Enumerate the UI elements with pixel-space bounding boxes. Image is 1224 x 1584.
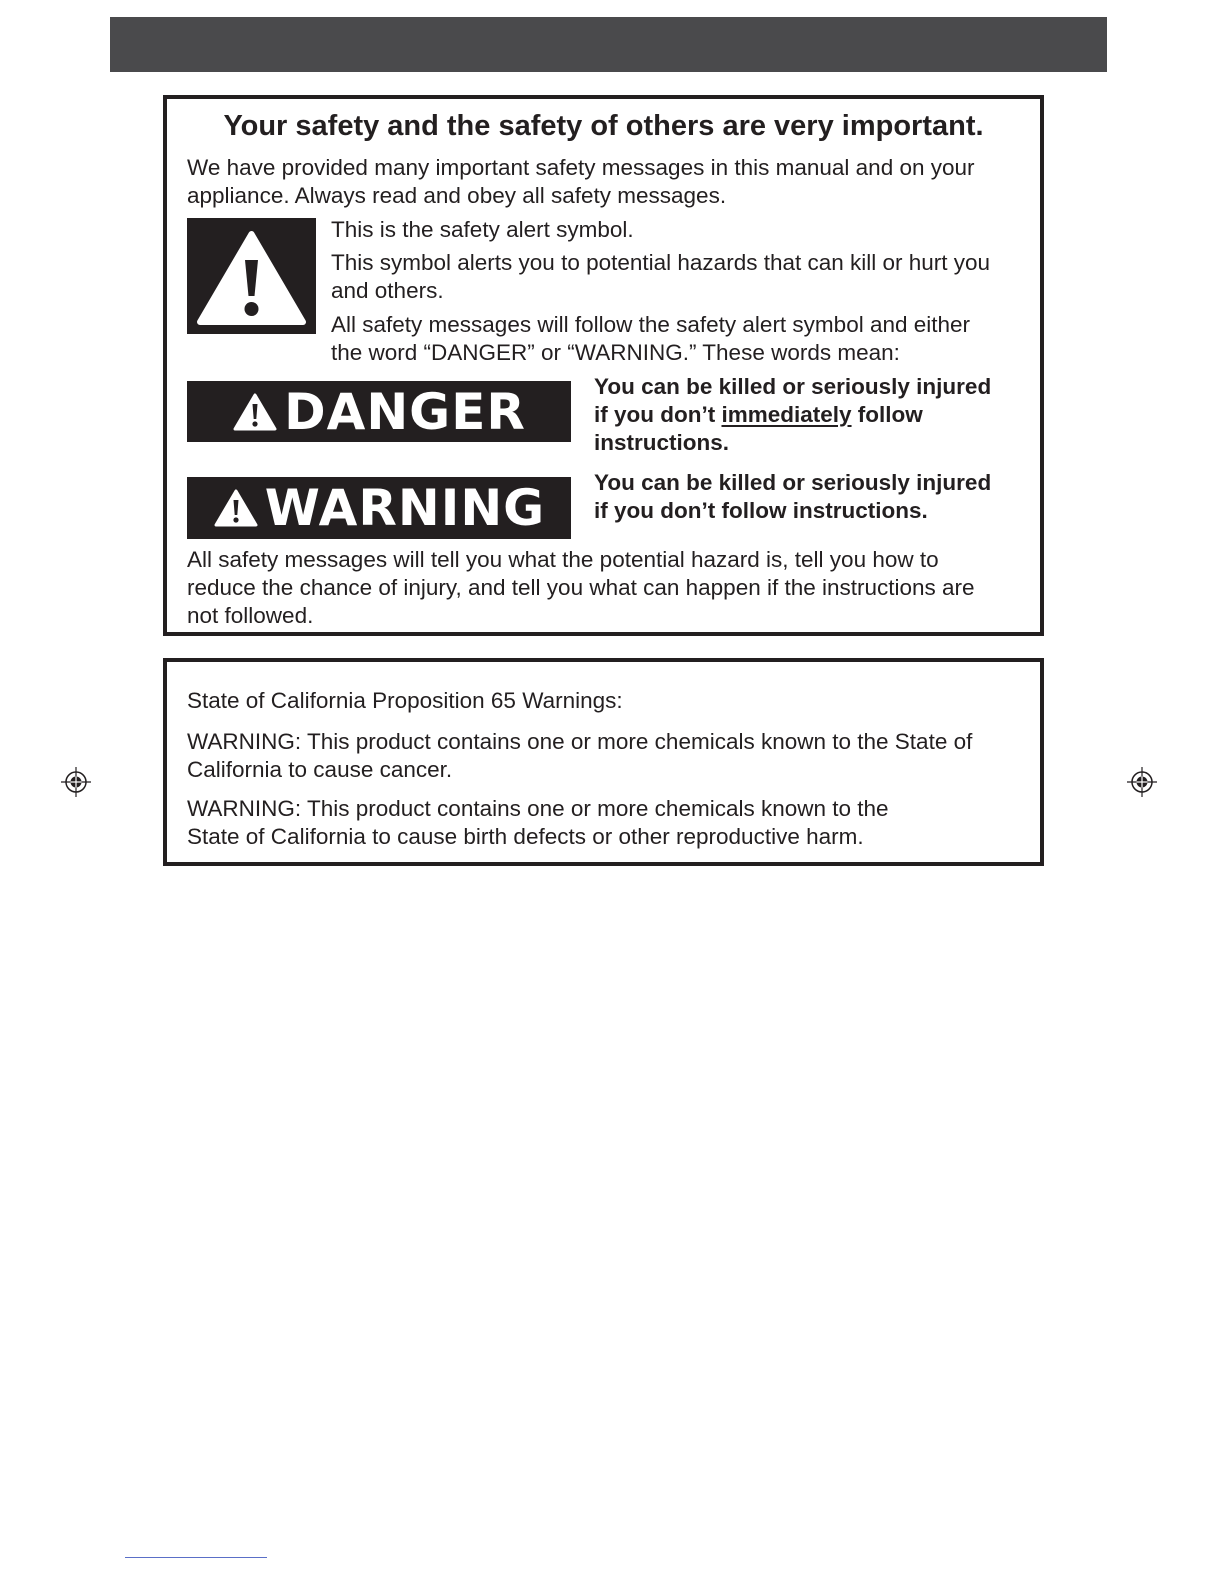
header-bar — [110, 17, 1107, 72]
registration-mark-left-icon — [61, 767, 91, 797]
warning-meaning-line-2: if you don’t follow instructions. — [594, 498, 928, 523]
prop65-warning1-line-1: WARNING: This product contains one or more chemicals known to the State of — [187, 729, 973, 754]
symbol-description: This is the safety alert symbol. — [331, 217, 634, 242]
prop65-warning2-line-2: State of California to cause birth defects or other reproductive harm. — [187, 824, 864, 849]
follow-line-2: the word “DANGER” or “WARNING.” These words mean: — [331, 340, 900, 365]
closing-line-3: not followed. — [187, 603, 314, 628]
danger-meaning-emphasis: immediately — [721, 402, 852, 427]
warning-signal-word — [187, 477, 571, 539]
danger-meaning-post: follow — [851, 402, 923, 427]
danger-meaning-line-2 — [594, 401, 923, 429]
footer-rule — [125, 1557, 267, 1558]
prop65-box — [163, 658, 1044, 866]
alerts-line-2: and others. — [331, 278, 444, 303]
safety-information-box — [163, 95, 1044, 636]
prop65-warning2-line-1: WARNING: This product contains one or more chemicals known to the — [187, 796, 889, 821]
intro-line-2: appliance. Always read and obey all safety messages. — [187, 183, 727, 208]
danger-meaning-pre: if you don’t — [594, 402, 722, 427]
closing-line-2: reduce the chance of injury, and tell you what can happen if the instructions are — [187, 575, 975, 600]
follow-line-1: All safety messages will follow the safety alert symbol and either — [331, 312, 971, 337]
danger-meaning-line-3: instructions. — [594, 430, 730, 455]
intro-line-1: We have provided many important safety messages in this manual and on your — [187, 155, 975, 180]
danger-meaning-line-1: You can be killed or seriously injured — [594, 374, 992, 399]
safety-alert-symbol-icon — [187, 218, 316, 334]
alerts-line-1: This symbol alerts you to potential hazards that can kill or hurt you — [331, 250, 991, 275]
warning-alert-icon — [213, 488, 259, 528]
prop65-title: State of California Proposition 65 Warnings: — [187, 688, 623, 713]
registration-mark-right-icon — [1127, 767, 1157, 797]
prop65-warning1-line-2: California to cause cancer. — [187, 757, 453, 782]
safety-headline: Your safety and the safety of others are very important. — [223, 110, 984, 142]
danger-signal-word — [187, 381, 571, 442]
warning-label: WARNING — [264, 479, 546, 537]
warning-meaning-line-1: You can be killed or seriously injured — [594, 470, 992, 495]
danger-label: DANGER — [284, 382, 526, 441]
closing-line-1: All safety messages will tell you what the potential hazard is, tell you how to — [187, 547, 939, 572]
danger-alert-icon — [232, 392, 278, 432]
